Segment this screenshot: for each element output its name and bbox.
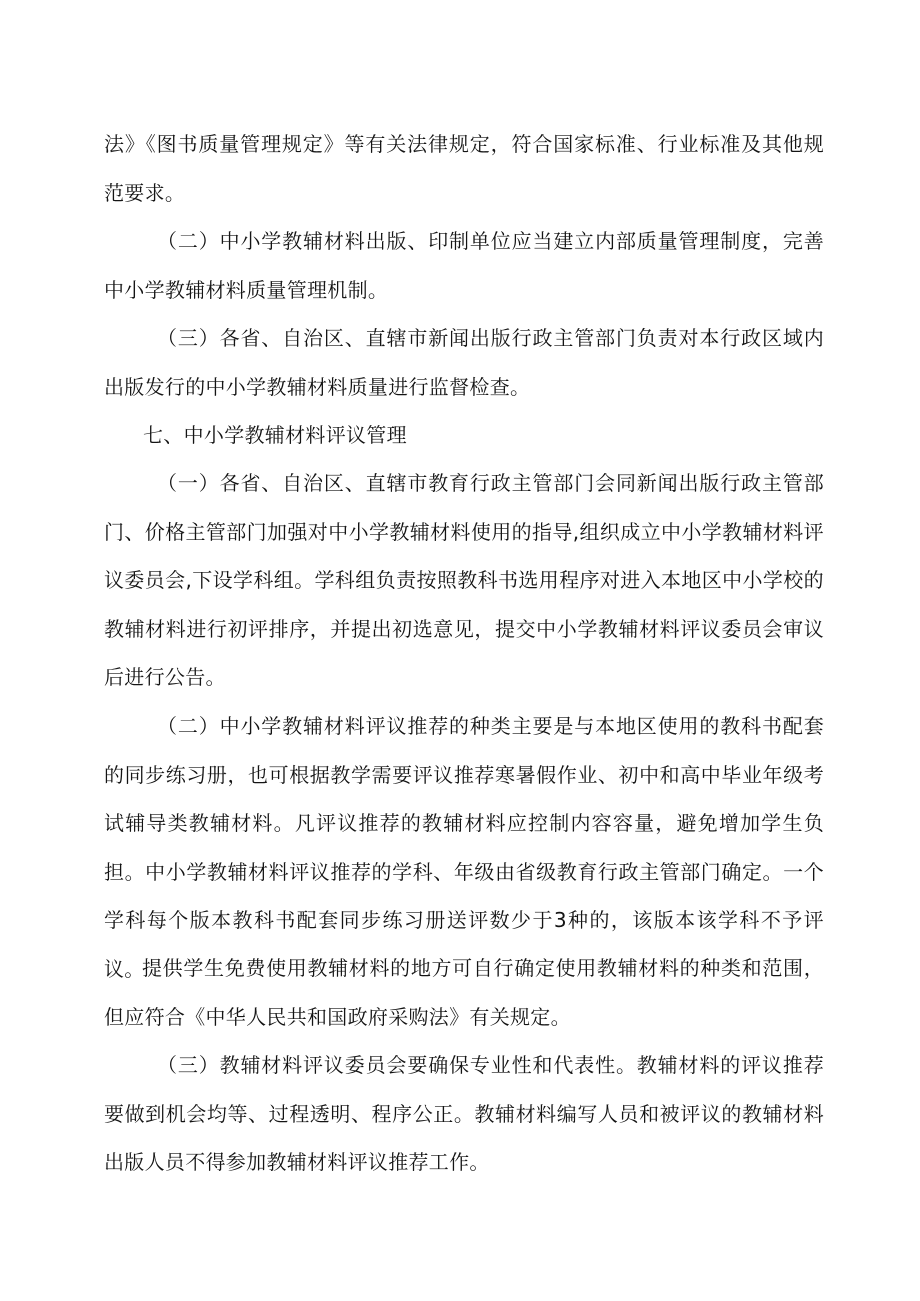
paragraph-committee-professionalism: （三）教辅材料评议委员会要确保专业性和代表性。教辅材料的评议推荐要做到机会均等、过程透明、程序公正。教辅材料编写人员和被评议的教辅材料出版人员不得参加教辅材料评议推荐工作。 (104, 1053, 824, 1174)
paragraph-laws-standards: 法》《图书质量管理规定》等有关法律规定，符合国家标准、行业标准及其他规范要求。 (104, 132, 824, 205)
paragraph-evaluation-committee: （一）各省、自治区、直辖市教育行政主管部门会同新闻出版行政主管部门、价格主管部门加强对中小学教辅材料使用的指导,组织成立中小学教辅材料评议委员会,下设学科组。学科组负责按照教科书选用程序对进入本地区中小学校的教辅材料进行初评排序，并提出初选意见，提交中小学教辅材料评议委员会审议后进行公告。 (104, 471, 824, 689)
paragraph-free-materials: 提供学生免费使用教辅材料的地方可自行确定使用教辅材料的种类和范围，但应符合《中华人民共和国政府采购法》有关规定。 (104, 956, 824, 1029)
paragraph-quality-management-system: （二）中小学教辅材料出版、印制单位应当建立内部质量管理制度，完善中小学教辅材料质量管理机制。 (104, 229, 824, 302)
section-heading-evaluation-management: 七、中小学教辅材料评议管理 (143, 423, 407, 447)
paragraph-supervision-inspection: （三）各省、自治区、直辖市新闻出版行政主管部门负责对本行政区域内出版发行的中小学教辅材料质量进行监督检查。 (104, 326, 824, 399)
paragraph-evaluation-types: （二）中小学教辅材料评议推荐的种类主要是与本地区使用的教科书配套的同步练习册，也可根据教学需要评议推荐寒暑假作业、初中和高中毕业年级考试辅导类教辅材料。凡评议推荐的教辅材料应控制内容容量，避免增加学生负担。中小学教辅材料评议推荐的学科、年级由省级教育行政主管部门确定。一个学科每个版本教科书配套同步练习册送评数少于3种的，该版本该学科不予评议。 (104, 714, 824, 981)
